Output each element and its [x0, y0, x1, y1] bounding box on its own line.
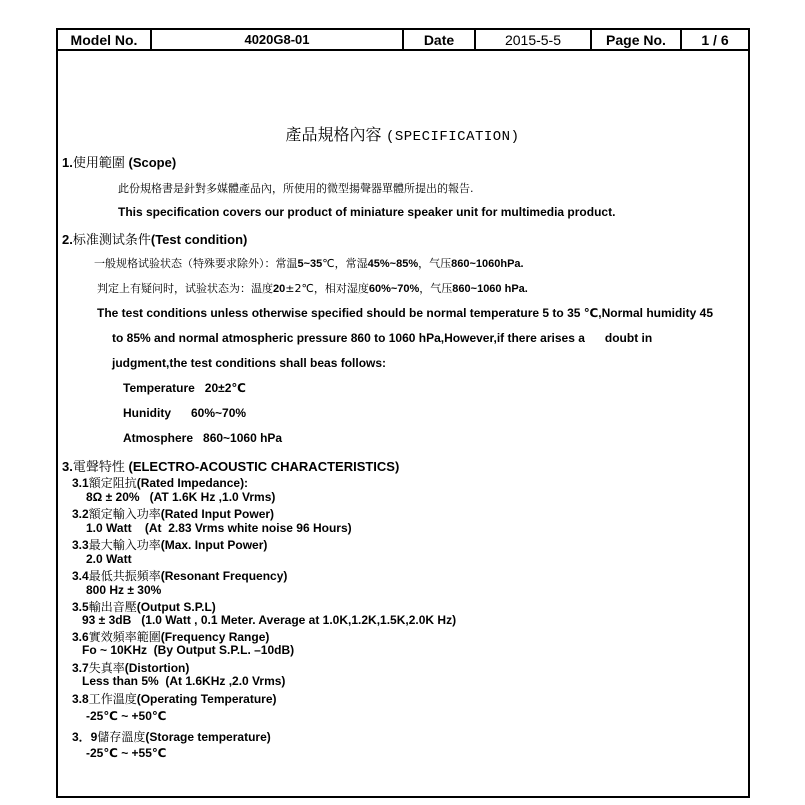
test-en-line1: The test conditions unless otherwise specified should be normal temperature 5 to 35 ℃,Normal humidity 45	[97, 306, 713, 320]
test-line2-cn3: ，气压	[419, 282, 453, 295]
scope-heading-cn: 使用範圍	[72, 156, 125, 171]
page-value: 1 / 6	[701, 31, 729, 48]
test-line2	[97, 280, 528, 296]
test-line1-v1: 5~35	[297, 258, 323, 270]
test-heading-cn: 标准测试条件	[72, 233, 151, 248]
date-label: Date	[404, 30, 476, 49]
spec-item-label: 3．9儲存溫度(Storage temperature)	[72, 730, 271, 744]
model-label: Model No.	[58, 30, 152, 49]
test-heading-en: (Test condition)	[150, 232, 248, 247]
electro-heading	[62, 456, 399, 475]
electro-heading-cn: 電聲特性	[72, 460, 125, 475]
test-en-line2: to 85% and normal atmospheric pressure 860 to 1060 hPa,However,if there arises a doubt in	[112, 331, 653, 345]
test-line1-cn2: ℃，常湿	[322, 257, 368, 270]
spec-item-value: Fo ~ 10KHz (By Output S.P.L. –10dB)	[82, 643, 295, 657]
test-line1-cn3: ，气压	[418, 257, 452, 270]
scope-heading-en: (Scope)	[128, 155, 177, 170]
spec-item-label: 3.4最低共振頻率(Resonant Frequency)	[72, 569, 288, 583]
test-heading-num: 2.	[62, 232, 73, 247]
test-line1-v3: 860~1060hPa.	[451, 258, 524, 270]
spec-item-value: -25℃ ~ +55℃	[86, 746, 167, 760]
model-value: 4020G8-01	[152, 30, 404, 49]
document-header	[56, 28, 750, 51]
test-humidity: Hunidity 60%~70%	[123, 406, 247, 420]
test-line1-v2: 45%~85%	[367, 258, 419, 270]
spec-item-label: 3.2額定輸入功率(Rated Input Power)	[72, 507, 275, 521]
test-line2-v1: 20	[273, 283, 286, 295]
electro-heading-num: 3.	[62, 459, 73, 474]
test-line2-cn2: ±2℃，相对湿度	[285, 282, 369, 295]
scope-text-en: This specification covers our product of miniature speaker unit for multimedia product.	[118, 205, 616, 219]
spec-item-label: 3.1額定阻抗(Rated Impedance):	[72, 476, 249, 490]
test-line2-v2: 60%~70%	[368, 283, 420, 295]
electro-heading-en: (ELECTRO-ACOUSTIC CHARACTERISTICS)	[128, 459, 400, 474]
spec-item-value: 93 ± 3dB (1.0 Watt , 0.1 Meter. Average at 1.0K,1.2K,1.5K,2.0K Hz)	[82, 613, 457, 627]
test-line2-v3: 860~1060 hPa.	[452, 283, 528, 295]
test-atmosphere: Atmosphere 860~1060 hPa	[123, 431, 283, 445]
spec-item-value: 8Ω ± 20% (AT 1.6K Hz ,1.0 Vrms)	[86, 490, 276, 504]
page-label: Page No.	[592, 30, 682, 49]
test-line2-cn: 判定上有疑问时，试验状态为：温度	[97, 282, 273, 295]
test-line1-cn: 一般规格试验状态（特殊要求除外）：常温	[94, 257, 298, 270]
spec-item-value: Less than 5% (At 1.6KHz ,2.0 Vrms)	[82, 674, 286, 688]
scope-heading	[62, 152, 176, 171]
spec-item-value: 1.0 Watt (At 2.83 Vrms white noise 96 Hours)	[86, 521, 352, 535]
spec-item-label: 3.7失真率(Distortion)	[72, 661, 190, 675]
spec-item-label: 3.3最大輸入功率(Max. Input Power)	[72, 538, 268, 552]
test-line1	[94, 255, 524, 271]
page-title	[0, 122, 805, 145]
scope-heading-num: 1.	[62, 155, 73, 170]
test-en-line3: judgment,the test conditions shall beas follows:	[112, 356, 387, 370]
spec-item-value: 800 Hz ± 30%	[86, 583, 162, 597]
test-temperature: Temperature 20±2℃	[123, 381, 246, 395]
spec-item-label: 3.6實效頻率範圍(Frequency Range)	[72, 630, 270, 644]
title-cn: 產品規格內容	[285, 125, 382, 144]
date-value: 2015-5-5	[476, 30, 592, 49]
test-heading	[62, 229, 247, 248]
spec-item-value: -25℃ ~ +50℃	[86, 709, 167, 723]
title-en: (SPECIFICATION)	[385, 129, 520, 145]
spec-item-value: 2.0 Watt	[86, 552, 132, 566]
scope-text-cn: 此份規格書是針對多媒體產品內，所使用的微型揚聲器單體所提出的報告.	[118, 182, 474, 195]
spec-item-label: 3.5輸出音壓(Output S.P.L)	[72, 600, 216, 614]
spec-item-label: 3.8工作溫度(Operating Temperature)	[72, 692, 277, 706]
